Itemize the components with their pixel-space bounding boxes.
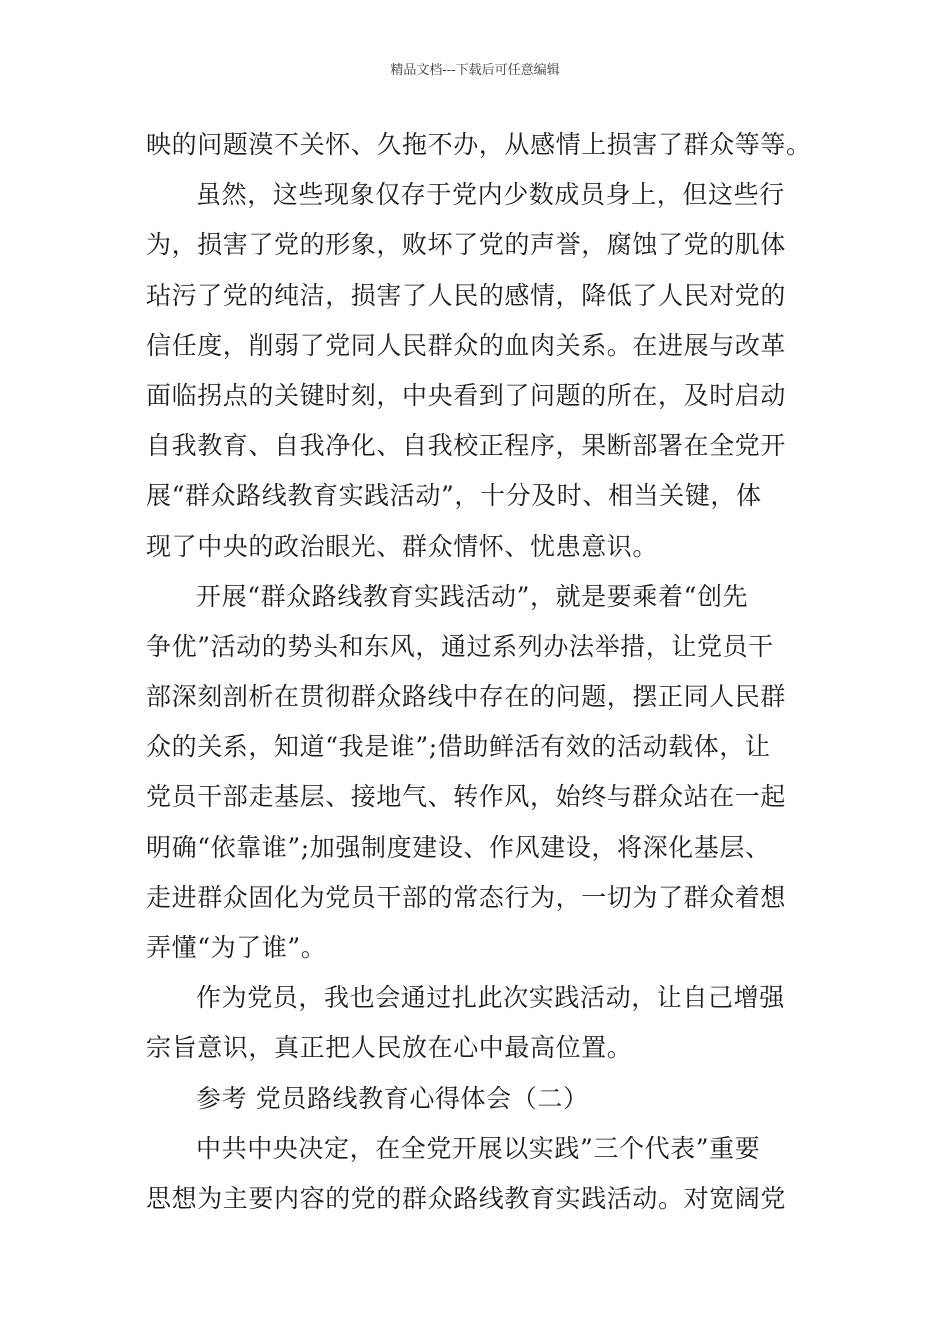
text-line: 面临拐点的关键时刻，中央看到了问题的所在，及时启动 <box>146 380 787 410</box>
text-line: 走进群众固化为党员干部的常态行为，一切为了群众着想 <box>146 882 787 912</box>
paragraph-start-line: 开展“群众路线教育实践活动”，就是要乘着“创先 <box>196 581 749 611</box>
text-line: 党员干部走基层、接地气、转作风，始终与群众站在一起 <box>146 782 787 812</box>
text-line: 部深刻剖析在贯彻群众路线中存在的问题，摆正同人民群 <box>146 682 787 712</box>
text-line: 明确“依靠谁”;加强制度建设、作风建设，将深化基层、 <box>146 832 771 862</box>
paragraph-start-line: 中共中央决定，在全党开展以实践”三个代表”重要 <box>196 1133 761 1163</box>
paragraph-start-line: 虽然，这些现象仅存于党内少数成员身上，但这些行 <box>196 180 785 210</box>
page-header: 精品文档---下载后可任意编辑 <box>390 63 560 78</box>
text-line: 为，损害了党的形象，败坏了党的声誉，腐蚀了党的肌体 <box>146 230 787 260</box>
section-heading: 参考 党员路线教育心得体会（二） <box>196 1083 589 1113</box>
paragraph-start-line: 作为党员，我也会通过扎此次实践活动，让自己增强 <box>196 983 785 1013</box>
text-line: 思想为主要内容的党的群众路线教育实践活动。对宽阔党 <box>146 1183 787 1213</box>
text-line: 玷污了党的纯洁，损害了人民的感情，降低了人民对党的 <box>146 280 787 310</box>
text-line: 现了中央的政治眼光、群众情怀、忧患意识。 <box>146 531 659 561</box>
text-line: 宗旨意识，真正把人民放在心中最高位置。 <box>146 1033 633 1063</box>
text-line: 弄懂“为了谁”。 <box>146 933 327 962</box>
text-line: 映的问题漠不关怀、久拖不办，从感情上损害了群众等等。 <box>146 130 812 159</box>
text-line: 众的关系，知道“我是谁”;借助鲜活有效的活动载体，让 <box>146 732 771 762</box>
document-body <box>146 120 810 1224</box>
text-line: 展“群众路线教育实践活动”，十分及时、相当关键，体 <box>146 481 762 511</box>
text-line: 信任度，削弱了党同人民群众的血肉关系。在进展与改革 <box>146 330 787 360</box>
text-line: 自我教育、自我净化、自我校正程序，果断部署在全党开 <box>146 431 787 461</box>
text-line: 争优”活动的势头和东风，通过系列办法举措，让党员干 <box>146 631 774 661</box>
